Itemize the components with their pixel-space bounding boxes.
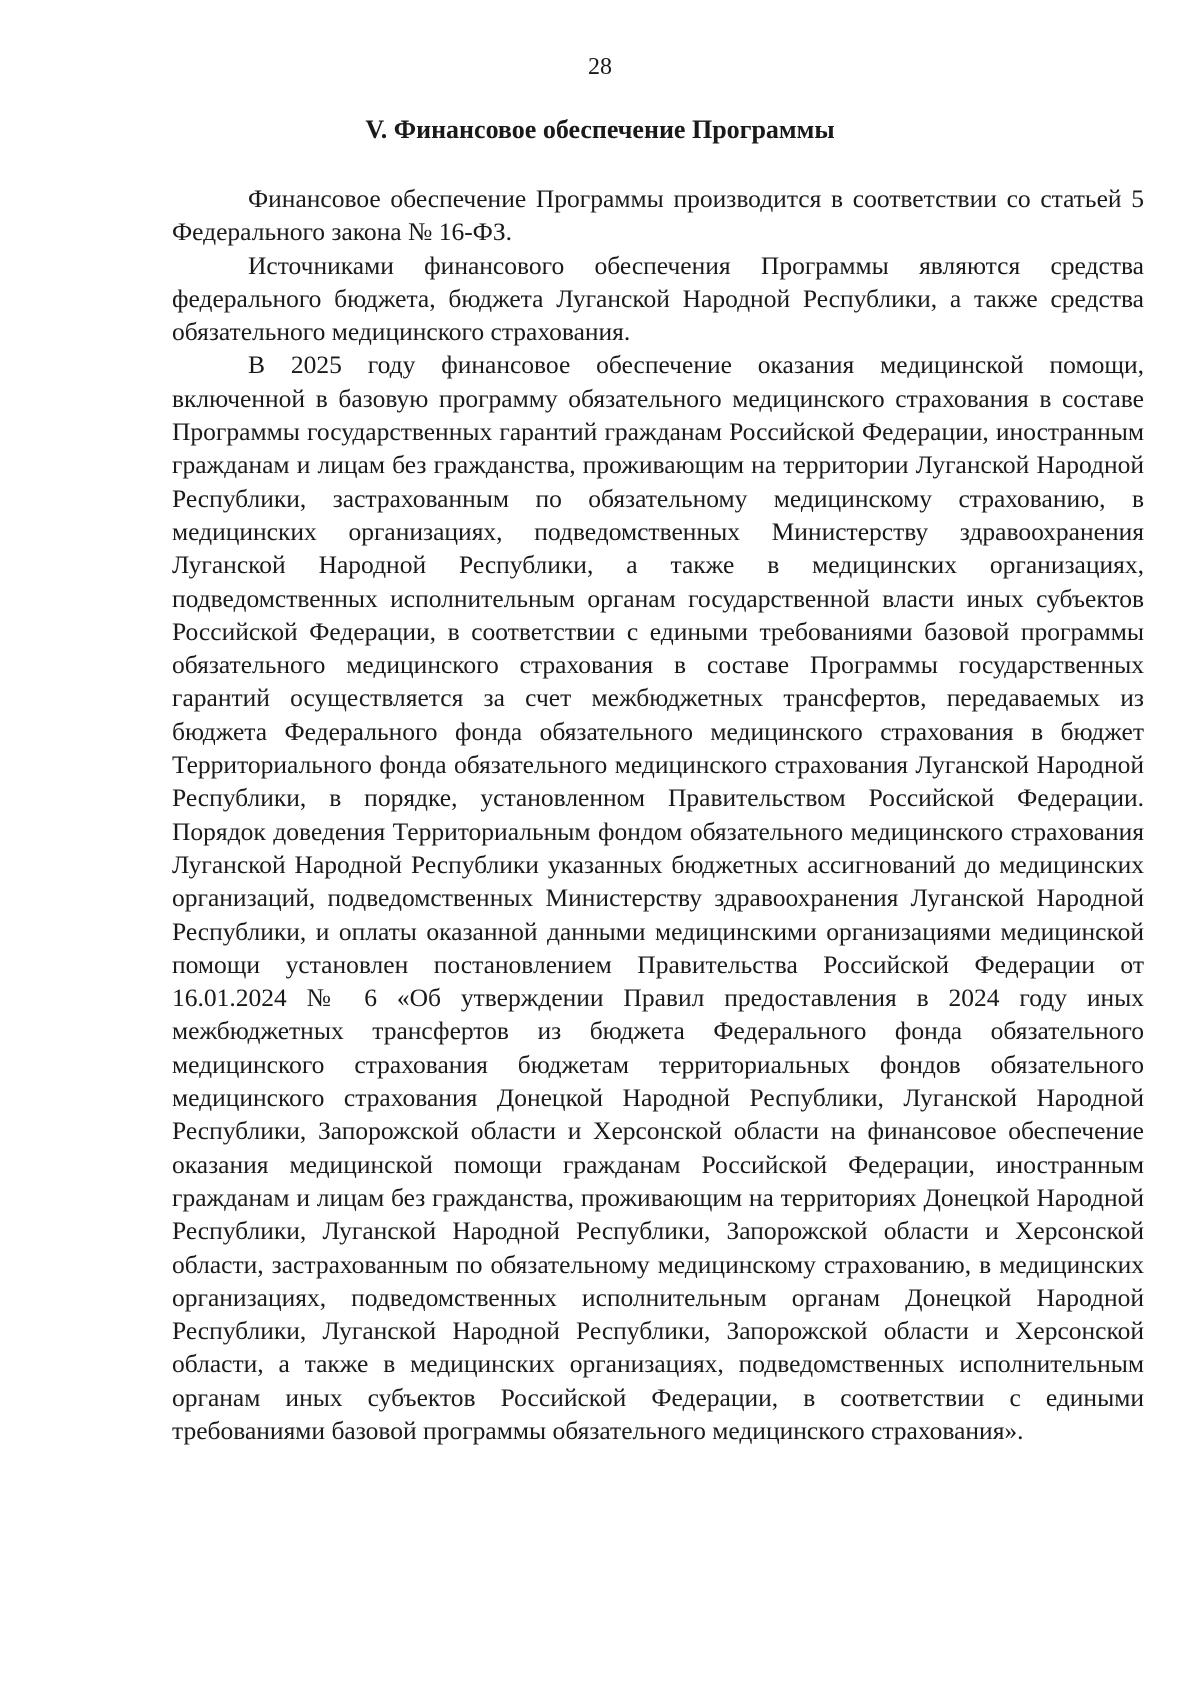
paragraph: Источниками финансового обеспечения Программы являются средства федерального бюджета, бюджета Луганской Народной Республики, а также средства обязательного медицинского страхования. <box>172 250 1144 347</box>
paragraph: Финансовое обеспечение Программы производится в соответствии со статьей 5 Федерального закона № 16-ФЗ. <box>172 184 1144 247</box>
section-title: V. Финансовое обеспечение Программы <box>365 115 835 144</box>
page-number: 28 <box>588 54 612 80</box>
paragraph: В 2025 году финансовое обеспечение оказания медицинской помощи, включенной в базовую программу обязательного медицинского страхования в составе Программы государственных гарантий гражданам Российской Федерации, иностранным гражданам и лицам без гражданства, проживающим на территории Луганской Народной Республики, застрахованным по обязательному медицинскому страхованию, в медицинских организациях, подведомственных Министерству здравоохранения Луганской Народной Республики, а также в медицинских организациях, подведомственных исполнительным органам государственной власти иных субъектов Российской Федерации, в соответствии с едиными требованиями базовой программы обязательного медицинского страхования в составе Программы государственных гарантий осуществляется за счет межбюджетных трансфертов, передаваемых из бюджета Федерального фонда обязательного медицинского страхования в бюджет Территориального фонда обязательного медицинского страхования Луганской Народной Республики, в порядке, установленном Правительством Российской Федерации. Порядок доведения Территориальным фондом обязательного медицинского страхования Луганской Народной Республики указанных бюджетных ассигнований до медицинских организаций, подведомственных Министерству здравоохранения Луганской Народной Республики, и оплаты оказанной данными медицинскими организациями медицинской помощи установлен постановлением Правительства Российской Федерации от 16.01.2024 № 6 «Об утверждении Правил предоставления в 2024 году иных межбюджетных трансфертов из бюджета Федерального фонда обязательного медицинского страхования бюджетам территориальных фондов обязательного медицинского страхования Донецкой Народной Республики, Луганской Народной Республики, Запорожской области и Херсонской области на финансовое обеспечение оказания медицинской помощи гражданам Российской Федерации, иностранным гражданам и лицам без гражданства, проживающим на территориях Донецкой Народной Республики, Луганской Народной Республики, Запорожской области и Херсонской области, застрахованным по обязательному медицинскому страхованию, в медицинских организациях, подведомственных исполнительным органам Донецкой Народной Республики, Луганской Народной Республики, Запорожской области и Херсонской области, а также в медицинских организациях, подведомственных исполнительным органам иных субъектов Российской Федерации, в соответствии с едиными требованиями базовой программы обязательного медицинского страхования». <box>172 350 1144 1445</box>
body-text <box>172 182 1144 1447</box>
